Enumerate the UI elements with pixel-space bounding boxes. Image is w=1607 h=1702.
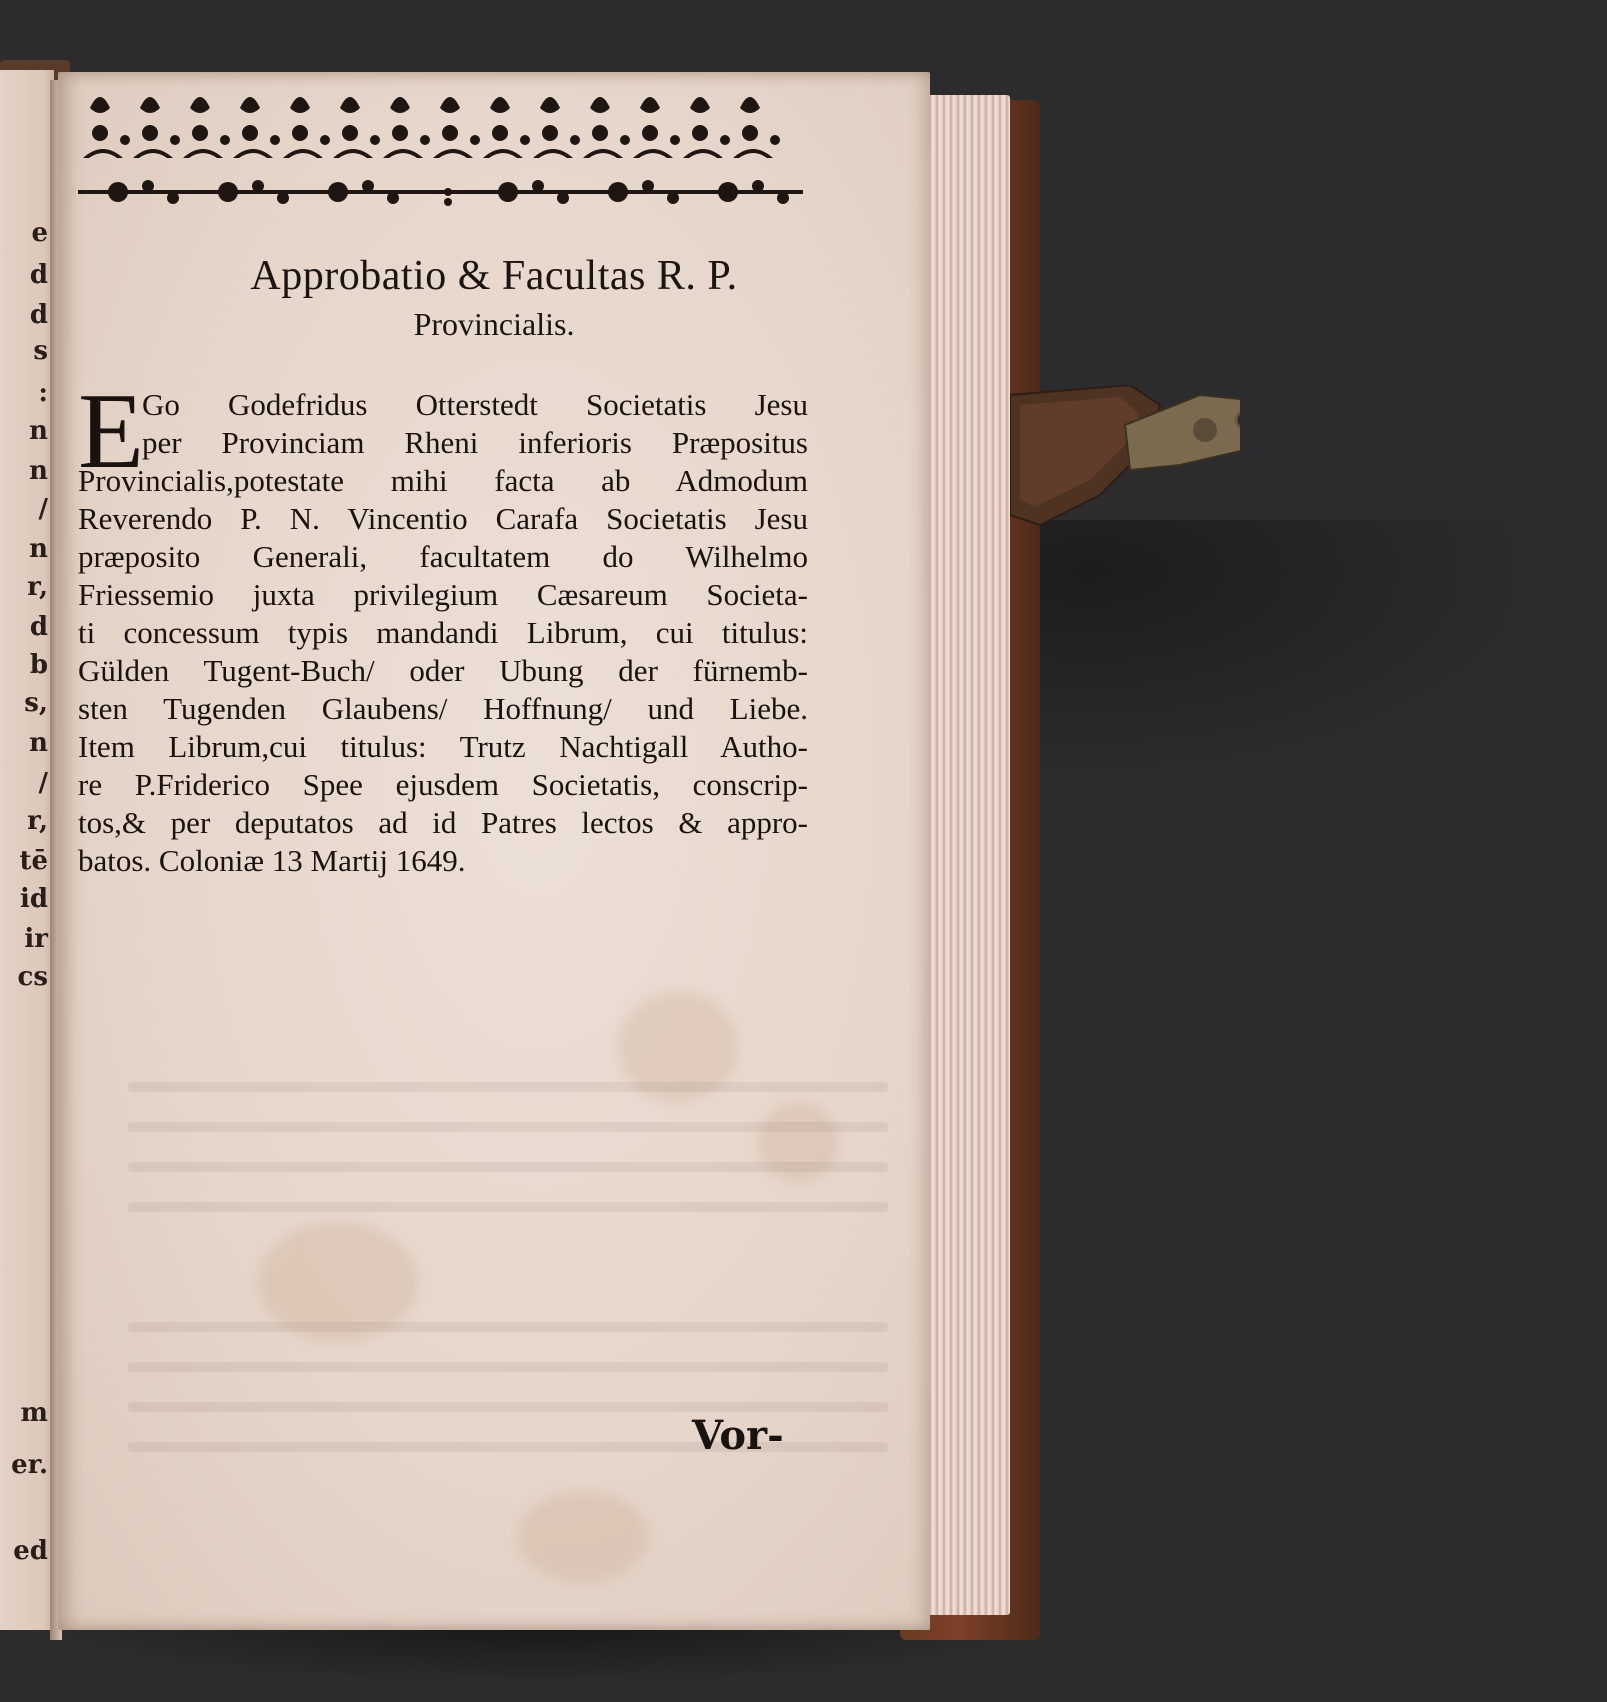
stain <box>518 1492 648 1582</box>
fragment: : <box>38 378 48 408</box>
fragment: / <box>38 768 48 798</box>
fragment: er. <box>11 1450 48 1480</box>
clasp-strap <box>1010 385 1240 535</box>
text-line: tos,& per deputatos ad id Patres lectos & appro- <box>78 805 808 840</box>
show-through-line <box>128 1162 888 1172</box>
fragment: r, <box>27 572 48 602</box>
fragment: ed <box>13 1536 48 1566</box>
decorative-ornament-band <box>78 78 803 218</box>
fragment: n <box>29 416 48 446</box>
book-shadow <box>40 1625 1040 1685</box>
catchword: Vor- <box>692 1412 784 1459</box>
approbation-text <box>78 372 808 880</box>
fragment: b <box>29 650 48 680</box>
drop-cap: E <box>78 372 144 491</box>
fragment: / <box>38 494 48 524</box>
text-line: batos. Coloniæ 13 Martij 1649. <box>78 843 466 878</box>
fragment: s, <box>24 688 48 718</box>
fragment: m <box>20 1398 48 1428</box>
fragment: tē <box>19 846 48 876</box>
fragment: ir <box>24 924 48 954</box>
show-through-line <box>128 1082 888 1092</box>
text-line: Reverendo P. N. Vincentio Carafa Societatis Jesu <box>78 501 808 536</box>
text-line: præposito Generali, facultatem do Wilhelmo <box>78 539 808 574</box>
clasp-shadow <box>1040 520 1540 780</box>
show-through-line <box>128 1122 888 1132</box>
fragment: e <box>31 218 48 248</box>
show-through-line <box>128 1202 888 1212</box>
text-line: sten Tugenden Glaubens/ Hoffnung/ und Liebe. <box>78 691 808 726</box>
fragment: r, <box>27 806 48 836</box>
text-line: ti concessum typis mandandi Librum, cui titulus: <box>78 615 808 650</box>
fragment: n <box>29 456 48 486</box>
heading-subtitle: Provincialis. <box>413 306 575 342</box>
fragment: cs <box>17 962 48 992</box>
show-through-line <box>128 1362 888 1372</box>
heading-title: Approbatio & Facultas R. P. <box>250 253 738 299</box>
fragment: id <box>19 884 48 914</box>
text-line: Item Librum,cui titulus: Trutz Nachtigall Autho- <box>78 729 808 764</box>
text-line: Go Godefridus Otterstedt Societatis Jesu <box>142 387 808 422</box>
fragment: n <box>29 728 48 758</box>
text-line: Friessemio juxta privilegium Cæsareum Societa- <box>78 577 808 612</box>
show-through-line <box>128 1322 888 1332</box>
left-page-fragments <box>8 220 48 1620</box>
text-line: per Provinciam Rheni inferioris Præpositus <box>142 425 808 460</box>
fragment: d <box>29 612 48 642</box>
fragment: s <box>33 336 48 366</box>
left-page <box>0 70 54 1630</box>
fragment: d <box>29 300 48 330</box>
fragment: d <box>29 260 48 290</box>
text-line: Provincialis,potestate mihi facta ab Admodum <box>78 463 808 498</box>
text-line: re P.Friderico Spee ejusdem Societatis, conscrip- <box>78 767 808 802</box>
text-line: Gülden Tugent-Buch/ oder Ubung der fürnemb- <box>78 653 808 688</box>
page-edges <box>918 95 1010 1615</box>
fragment: n <box>29 534 48 564</box>
show-through-line <box>128 1402 888 1412</box>
